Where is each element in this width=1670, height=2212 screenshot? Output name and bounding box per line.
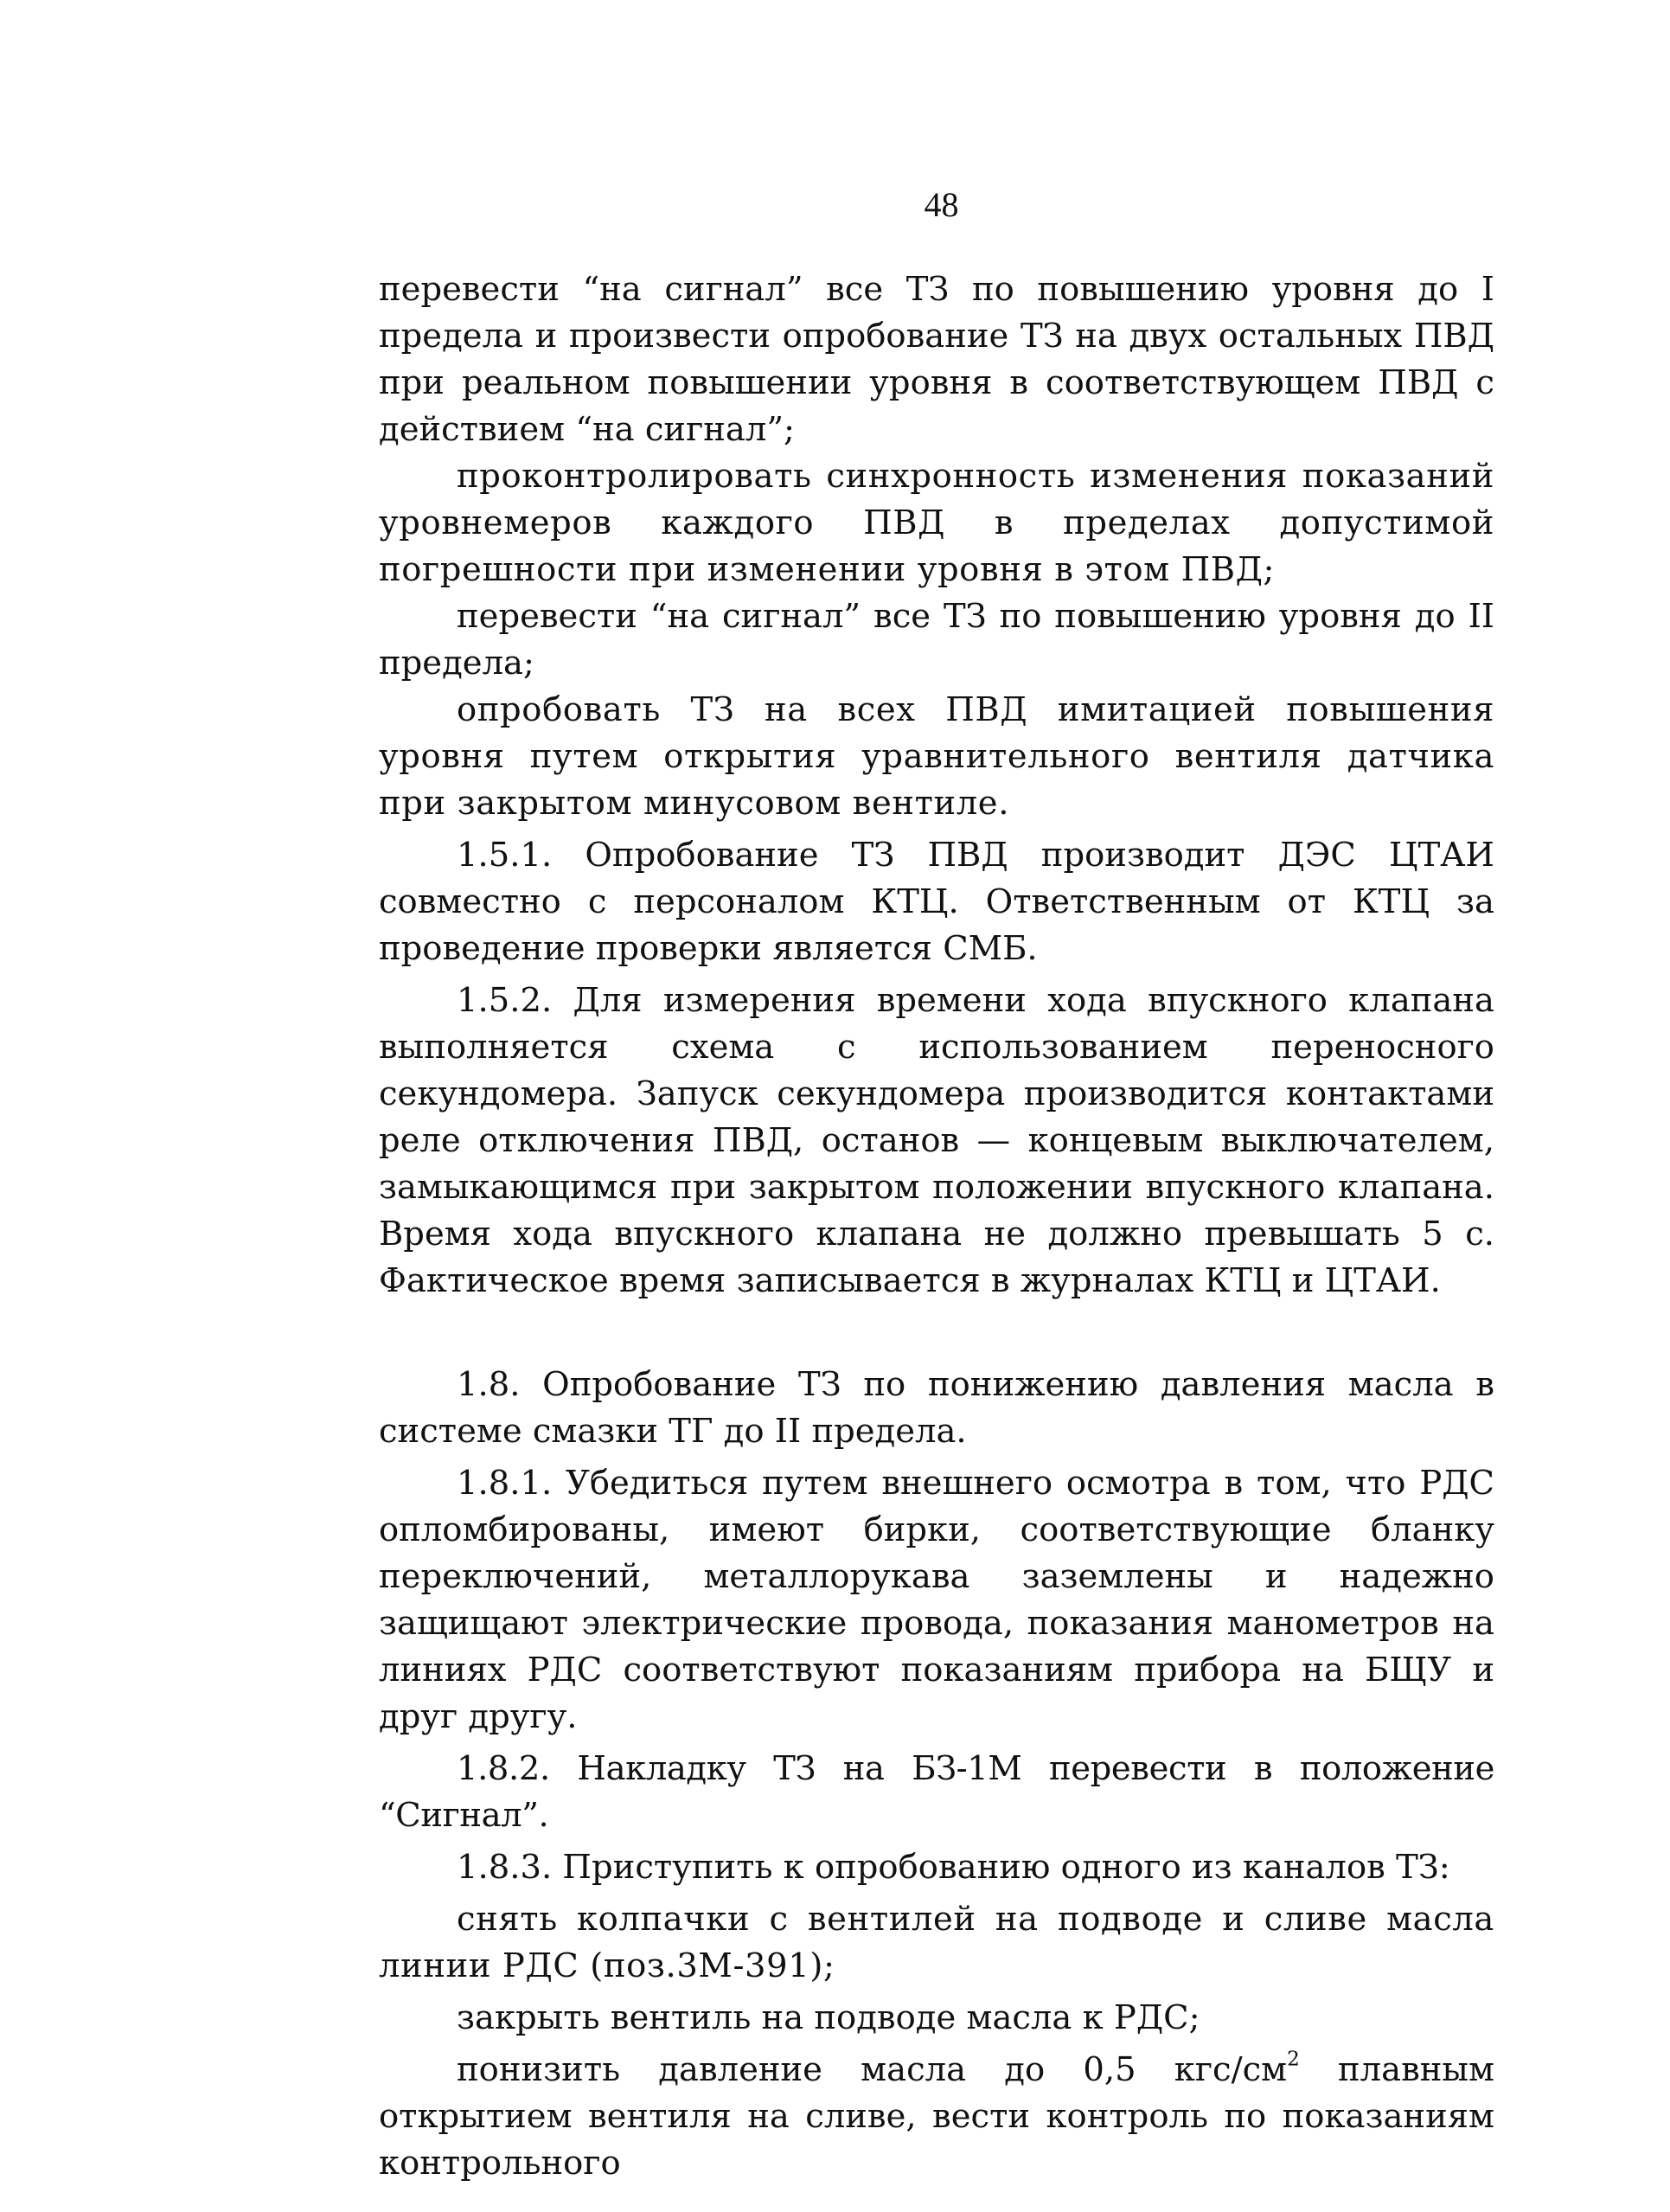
paragraph-3: перевести “на сигнал” все ТЗ по повышению уровня до II предела;: [379, 597, 1494, 683]
paragraph-12: закрыть вентиль на подводе масла к РДС;: [457, 1998, 1200, 2037]
paragraph-2: проконтролировать синхронность изменения показаний уровнемеров каждого ПВД в пределах допустимой погрешности при изменении уровня в этом ПВД;: [379, 457, 1494, 589]
paragraph-10: 1.8.3. Приступить к опробованию одного из каналов ТЗ:: [457, 1848, 1450, 1887]
paragraph-13-text-after: плавным открытием вентиля на сливе, вести контроль по показаниям контрольного: [379, 2050, 1495, 2183]
page-number: 48: [924, 185, 959, 224]
paragraph-13: [379, 2047, 1494, 2187]
paragraph-9: 1.8.2. Накладку ТЗ на БЗ-1М перевести в положение “Сигнал”.: [379, 1749, 1494, 1835]
paragraph-1: перевести “на сигнал” все ТЗ по повышению уровня до I предела и произвести опробование ТЗ на двух остальных ПВД при реальном повышении уровня в соответствующем ПВД с действием “на сигнал”;: [379, 270, 1494, 449]
page-body: [379, 266, 1494, 2187]
paragraph-13-text-before: понизить давление масла до 0,5 кгс/см: [457, 2050, 1288, 2089]
paragraph-6: 1.5.2. Для измерения времени хода впускного клапана выполняется схема с использованием переносного секундомера. Запуск секундомера производится контактами реле отключения ПВД, останов — концевым выключателем, замыкающимся при закрытом положении впускного клапана. Время хода впускного клапана не должно превышать 5 с. Фактическое время записывается в журналах КТЦ и ЦТАИ.: [379, 981, 1494, 1300]
paragraph-8: 1.8.1. Убедиться путем внешнего осмотра в том, что РДС опломбированы, имеют бирки, соответствующие бланку переключений, металлорукава заземлены и надежно защищают электрические провода, показания манометров на линиях РДС соответствуют показаниям прибора на БЩУ и друг другу.: [379, 1464, 1494, 1736]
paragraph-11: снять колпачки с вентилей на подводе и сливе масла линии РДС (поз.3М-391);: [379, 1900, 1494, 1985]
paragraph-4: опробовать ТЗ на всех ПВД имитацией повышения уровня путем открытия уравнительного вентиля датчика при закрытом минусовом вентиле.: [379, 690, 1494, 823]
superscript-exponent: 2: [1287, 2048, 1300, 2071]
paragraph-5: 1.5.1. Опробование ТЗ ПВД производит ДЭС ЦТАИ совместно с персоналом КТЦ. Ответственным от КТЦ за проведение проверки является СМБ.: [379, 836, 1494, 968]
paragraph-7: 1.8. Опробование ТЗ по понижению давления масла в системе смазки ТГ до II предела.: [379, 1365, 1494, 1451]
